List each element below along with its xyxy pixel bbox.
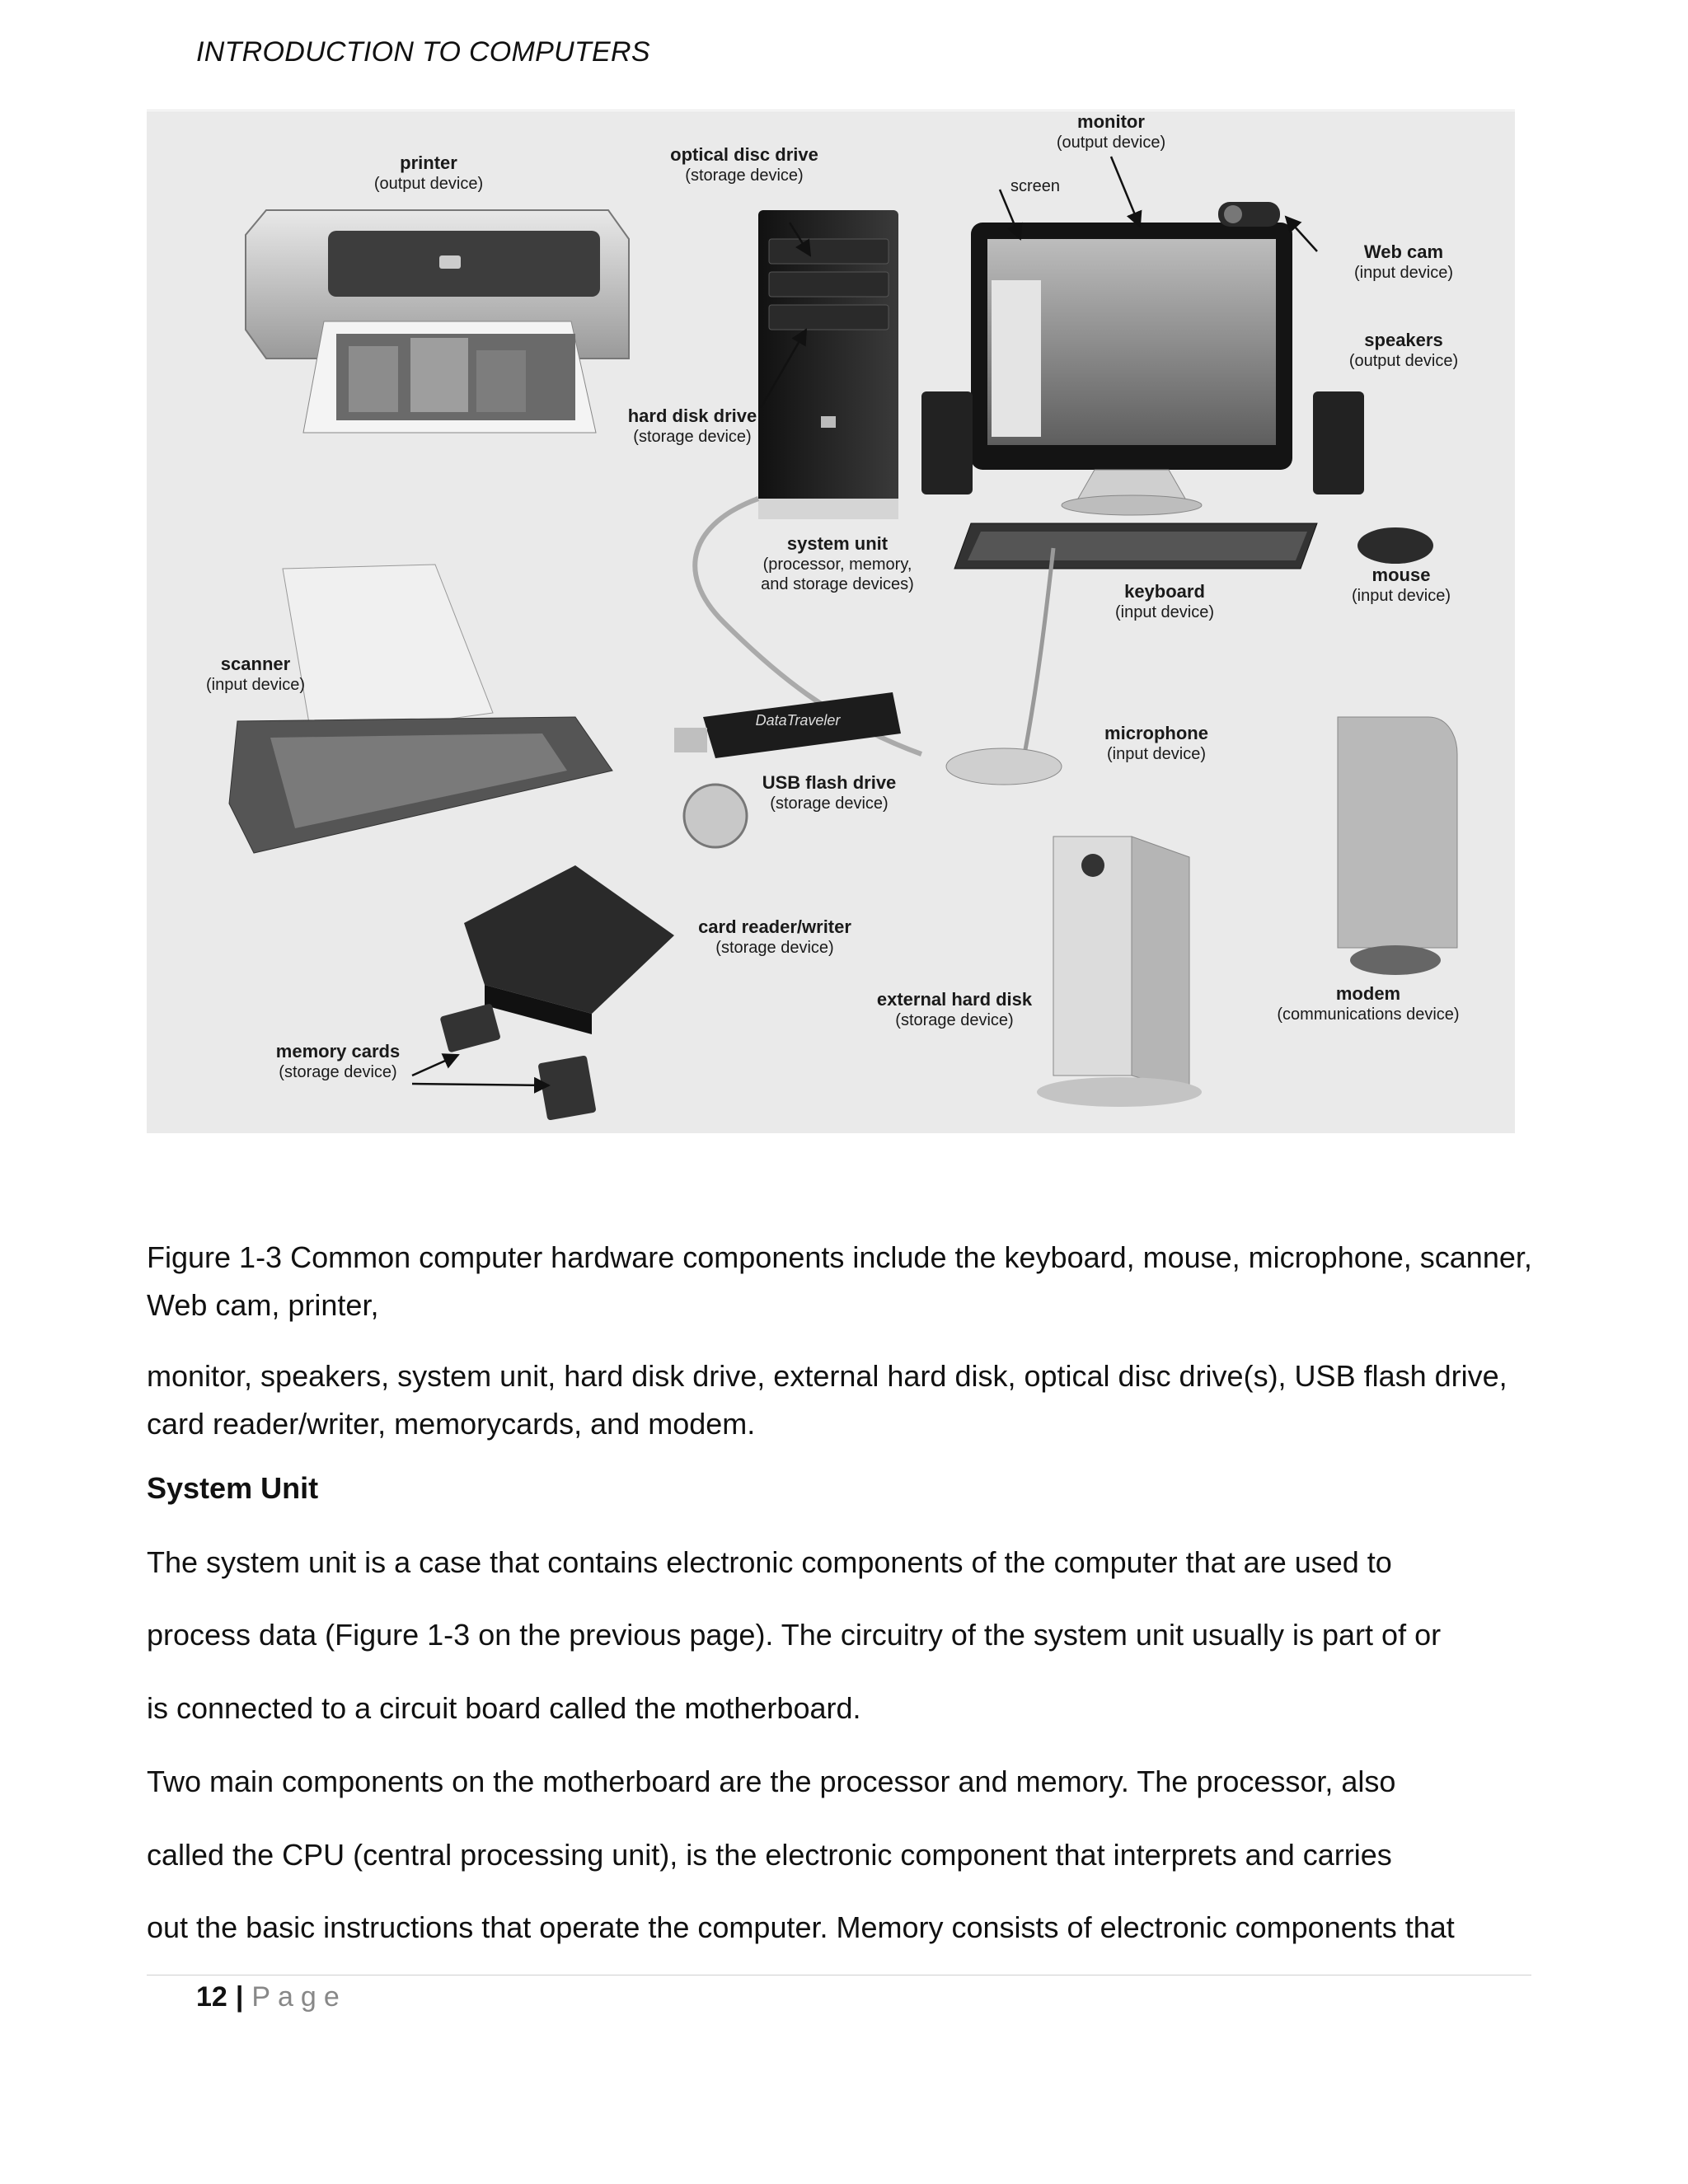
svg-text:USB flash drive: USB flash drive bbox=[762, 772, 897, 793]
svg-text:(communications device): (communications device) bbox=[1277, 1005, 1460, 1024]
page-number: 12 bbox=[196, 1981, 227, 2013]
webcam-illustration bbox=[1218, 202, 1280, 227]
svg-text:(storage device): (storage device) bbox=[770, 794, 889, 813]
svg-text:(storage device): (storage device) bbox=[633, 428, 752, 446]
body-text-line: process data (Figure 1-3 on the previous page). The circuitry of the system unit usually is part of or bbox=[147, 1618, 1442, 1652]
svg-text:(storage device): (storage device) bbox=[895, 1011, 1014, 1029]
label-usb-flash-drive bbox=[762, 772, 897, 813]
svg-text:system unit: system unit bbox=[786, 533, 889, 554]
svg-text:(output device): (output device) bbox=[373, 175, 484, 193]
svg-text:card reader/writer: card reader/writer bbox=[698, 916, 851, 937]
svg-text:Web cam: Web cam bbox=[1363, 241, 1444, 262]
body-text-line: Two main components on the motherboard are the processor and memory. The processor, also bbox=[147, 1765, 1396, 1798]
section-heading: System Unit bbox=[147, 1471, 319, 1505]
svg-text:(storage device): (storage device) bbox=[279, 1063, 397, 1081]
footer-separator: | bbox=[235, 1981, 244, 2013]
svg-text:scanner: scanner bbox=[220, 654, 291, 674]
svg-text:modem: modem bbox=[1335, 983, 1401, 1004]
keyboard-illustration bbox=[954, 523, 1317, 569]
svg-text:(output device): (output device) bbox=[1056, 134, 1166, 152]
modem-illustration bbox=[1338, 717, 1457, 975]
usb-flash-drive-illustration bbox=[674, 692, 901, 758]
hardware-illustration bbox=[147, 111, 1515, 1133]
svg-text:printer: printer bbox=[400, 152, 457, 173]
label-card-reader-writer bbox=[698, 916, 851, 957]
figure-caption-line-1: Figure 1-3 Common computer hardware components include the keyboard, mouse, microphone, scanner, Web cam, printer, bbox=[147, 1240, 1532, 1322]
svg-text:memory cards: memory cards bbox=[275, 1041, 401, 1062]
svg-text:(output device): (output device) bbox=[1348, 352, 1459, 370]
label-keyboard bbox=[1115, 581, 1214, 621]
svg-text:(input device): (input device) bbox=[1351, 587, 1451, 605]
hardware-figure bbox=[147, 111, 1515, 1133]
label-screen bbox=[1010, 177, 1060, 195]
microphone-stand bbox=[1025, 548, 1053, 754]
label-system-unit bbox=[761, 533, 914, 593]
svg-text:(storage device): (storage device) bbox=[715, 939, 834, 957]
svg-text:monitor: monitor bbox=[1077, 111, 1145, 132]
label-optical-disc-drive bbox=[670, 144, 818, 185]
body-text-line: called the CPU (central processing unit), is the electronic component that interprets and carries bbox=[147, 1838, 1392, 1872]
svg-text:speakers: speakers bbox=[1364, 330, 1443, 350]
svg-text:(input device): (input device) bbox=[1114, 603, 1215, 621]
page-footer bbox=[196, 1981, 347, 2013]
microphone-illustration bbox=[946, 748, 1062, 785]
external-hard-disk-illustration bbox=[1037, 837, 1202, 1107]
svg-text:and storage devices): and storage devices) bbox=[761, 575, 914, 593]
label-microphone bbox=[1104, 723, 1208, 763]
running-header: INTRODUCTION TO COMPUTERS bbox=[196, 36, 650, 68]
svg-text:screen: screen bbox=[1010, 177, 1061, 195]
label-speakers bbox=[1349, 330, 1458, 370]
label-hard-disk-drive bbox=[628, 405, 757, 446]
svg-text:hard disk drive: hard disk drive bbox=[627, 405, 757, 426]
svg-text:(input device): (input device) bbox=[1353, 264, 1454, 282]
svg-text:(storage device): (storage device) bbox=[685, 166, 804, 185]
svg-text:keyboard: keyboard bbox=[1124, 581, 1205, 602]
system-unit-illustration bbox=[758, 210, 898, 519]
svg-text:mouse: mouse bbox=[1372, 565, 1431, 585]
monitor-illustration bbox=[971, 223, 1292, 515]
usb-brand-label: DataTraveler bbox=[755, 712, 841, 729]
svg-text:microphone: microphone bbox=[1104, 723, 1208, 743]
printer-illustration bbox=[246, 210, 629, 433]
scanner-illustration bbox=[229, 565, 612, 853]
label-memory-cards bbox=[276, 1041, 400, 1081]
svg-text:external hard disk: external hard disk bbox=[876, 989, 1033, 1010]
label-mouse bbox=[1352, 565, 1451, 605]
label-web-cam bbox=[1354, 241, 1453, 282]
figure-caption-line-2: monitor, speakers, system unit, hard disk drive, external hard disk, optical disc drive(s), USB flash drive, card reader/writer, memorycards, and modem. bbox=[147, 1359, 1507, 1441]
svg-text:(processor, memory,: (processor, memory, bbox=[762, 555, 912, 574]
label-external-hard-disk bbox=[877, 989, 1033, 1029]
mouse-illustration bbox=[1357, 527, 1433, 564]
label-modem bbox=[1277, 983, 1459, 1024]
body-text-line: out the basic instructions that operate the computer. Memory consists of electronic components that bbox=[147, 1910, 1455, 1944]
card-reader-illustration bbox=[464, 865, 674, 1034]
page-word: Page bbox=[251, 1981, 347, 2013]
svg-text:optical disc drive: optical disc drive bbox=[670, 144, 818, 165]
label-scanner bbox=[206, 654, 305, 694]
svg-text:(input device): (input device) bbox=[205, 676, 306, 694]
coin-illustration bbox=[684, 785, 747, 847]
svg-text:(input device): (input device) bbox=[1106, 745, 1207, 763]
body-text-line: The system unit is a case that contains electronic components of the computer that are used to bbox=[147, 1545, 1392, 1579]
body-text-line: is connected to a circuit board called the motherboard. bbox=[147, 1691, 861, 1725]
label-printer bbox=[374, 152, 483, 193]
label-monitor bbox=[1057, 111, 1165, 152]
